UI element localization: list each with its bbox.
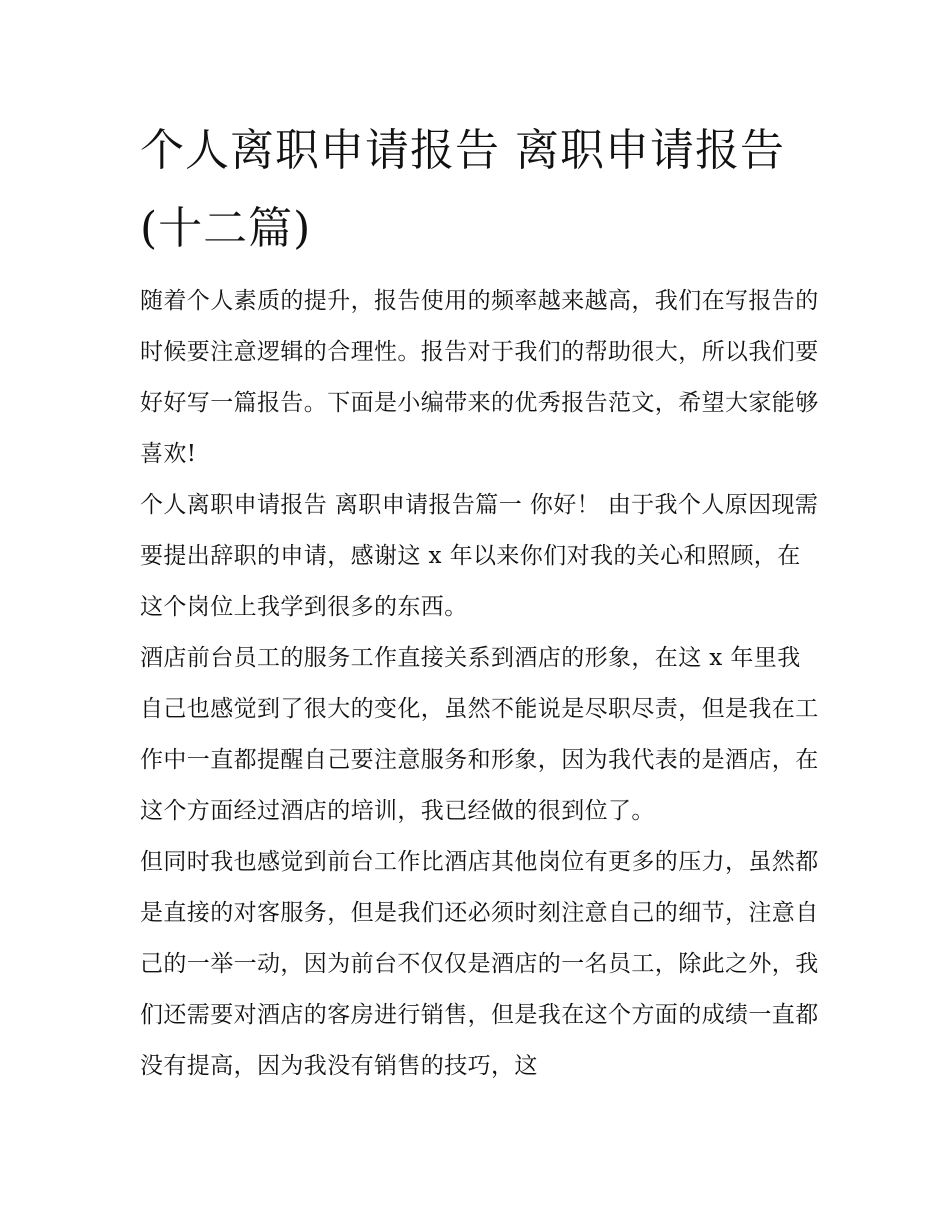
front-desk-pressure-paragraph: 但同时我也感觉到前台工作比酒店其他岗位有更多的压力，虽然都是直接的对客服务，但是我们还必须时刻注意自己的细节，注意自己的一举一动，因为前台不仅仅是酒店的一名员工，除此之外，我们还需要对酒店的客房进行销售，但是我在这个方面的成绩一直都没有提高，因为我没有销售的技巧，这: [140, 849, 819, 1079]
intro-paragraph: 随着个人素质的提升，报告使用的频率越来越高，我们在写报告的时候要注意逻辑的合理性。报告对于我们的帮助很大，所以我们要好好写一篇报告。下面是小编带来的优秀报告范文，希望大家能够喜欢!: [140, 288, 819, 467]
document-title: 个人离职申请报告 离职申请报告(十二篇): [140, 125, 785, 254]
document-body: [140, 112, 820, 1092]
hotel-service-paragraph: 酒店前台员工的服务工作直接关系到酒店的形象，在这 x 年里我自己也感觉到了很大的变化，虽然不能说是尽职尽责，但是我在工作中一直都提醒自己要注意服务和形象，因为我代表的是酒店，在这个方面经过酒店的培训，我已经做的很到位了。: [140, 645, 819, 824]
letter-opening-paragraph: 个人离职申请报告 离职申请报告篇一 你好！ 由于我个人原因现需要提出辞职的申请，感谢这 x 年以来你们对我的关心和照顾，在这个岗位上我学到很多的东西。: [140, 492, 819, 620]
